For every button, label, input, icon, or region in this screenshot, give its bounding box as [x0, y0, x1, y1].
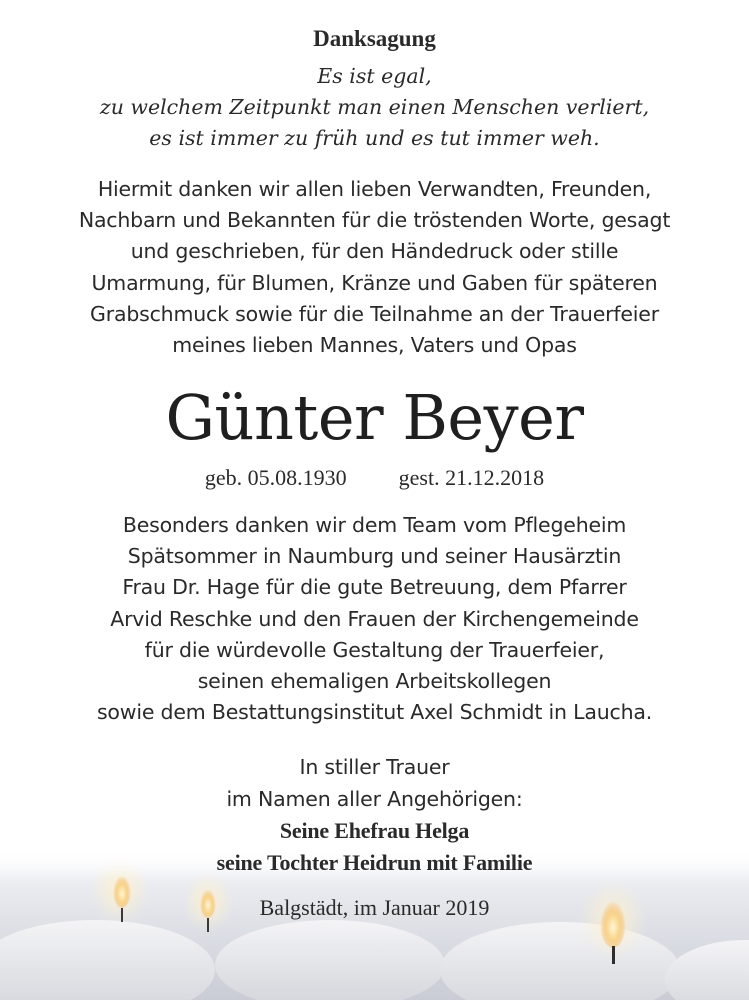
- relatives-line: im Namen aller Angehörigen:: [226, 786, 523, 811]
- death-date: gest. 21.12.2018: [398, 465, 545, 490]
- daughter-name: seine Tochter Heidrun mit Familie: [216, 849, 533, 875]
- deceased-name: Günter Beyer: [165, 381, 584, 454]
- quote-line: zu welchem Zeitpunkt man einen Menschen verliert,: [99, 95, 650, 119]
- thanks-paragraph: [0, 174, 749, 361]
- quote-line: Es ist egal,: [317, 64, 432, 88]
- thanks-line: Nachbarn und Bekannten für die tröstenden Worte, gesagt: [78, 208, 671, 233]
- mourning-line: In stiller Trauer: [299, 755, 450, 779]
- thanks-line: meines lieben Mannes, Vaters und Opas: [172, 333, 577, 358]
- special-thanks-line: Frau Dr. Hage für die gute Betreuung, dem Pfarrer: [122, 575, 627, 600]
- thanks-line: Grabschmuck sowie für die Teilnahme an der Trauerfeier: [90, 301, 659, 326]
- thanks-line: Umarmung, für Blumen, Kränze und Gaben für späteren: [91, 270, 658, 295]
- signature-block: [0, 752, 749, 878]
- special-thanks-line: sowie dem Bestattungsinstitut Axel Schmidt in Laucha.: [96, 700, 653, 725]
- special-thanks-line: für die würdevolle Gestaltung der Trauerfeier,: [144, 637, 605, 662]
- heading: Danksagung: [313, 26, 436, 51]
- wife-name: Seine Ehefrau Helga: [279, 818, 470, 843]
- quote: [0, 61, 749, 154]
- quote-line: es ist immer zu früh und es tut immer weh.: [149, 126, 600, 150]
- place-date: Balgstädt, im Januar 2019: [259, 895, 490, 920]
- special-thanks-line: Spätsommer in Naumburg und seiner Hausärztin: [127, 544, 622, 569]
- special-thanks-line: seinen ehemaligen Arbeitskollegen: [197, 669, 552, 694]
- special-thanks-line: Arvid Reschke und den Frauen der Kirchengemeinde: [110, 606, 639, 631]
- thanks-line: Hiermit danken wir allen lieben Verwandten, Freunden,: [97, 177, 652, 201]
- special-thanks-line: Besonders danken wir dem Team vom Pflegeheim: [122, 513, 627, 537]
- special-thanks-paragraph: [0, 510, 749, 728]
- life-dates: [0, 464, 749, 492]
- thanks-line: und geschrieben, für den Händedruck oder stille: [130, 239, 619, 264]
- birth-date: geb. 05.08.1930: [204, 465, 347, 490]
